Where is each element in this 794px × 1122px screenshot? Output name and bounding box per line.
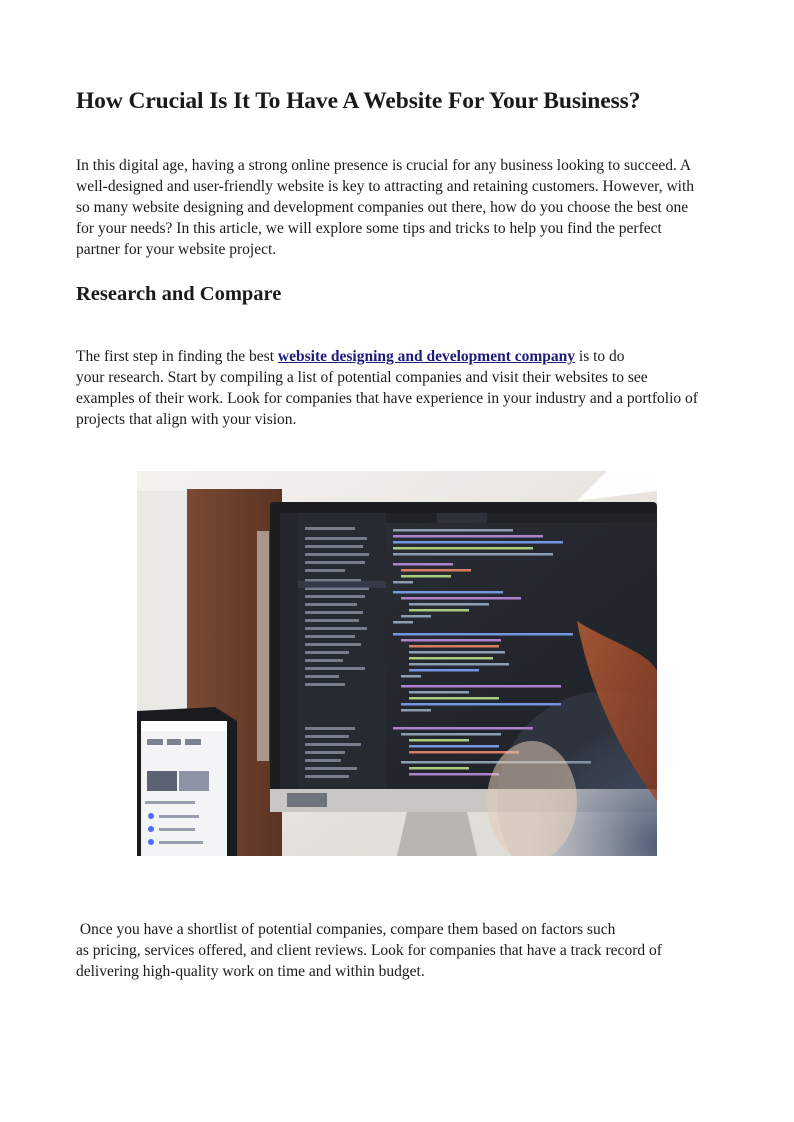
intro-line: In this digital age, having a strong online presence is crucial for any business looking to succeed. A [76, 157, 692, 174]
page-title: How Crucial Is It To Have A Website For Your Business? [76, 88, 641, 114]
compare-line: Once you have a shortlist of potential companies, compare them based on factors such [76, 921, 616, 938]
intro-line: for your needs? In this article, we will explore some tips and tricks to help you find the perfect [76, 220, 662, 237]
research-text: is to do [575, 348, 625, 365]
research-text: The first step in finding the best [76, 348, 278, 365]
article-photo [137, 471, 657, 856]
company-link[interactable]: website designing and development company [277, 348, 576, 365]
intro-paragraph [76, 155, 724, 260]
intro-line: well-designed and user-friendly website is key to attracting and retaining customers. However, with [76, 178, 695, 195]
research-line: your research. Start by compiling a list of potential companies and visit their websites to see [76, 369, 648, 386]
compare-line: as pricing, services offered, and client reviews. Look for companies that have a track record of [76, 942, 662, 959]
research-line: projects that align with your vision. [76, 411, 297, 428]
section-heading: Research and Compare [76, 283, 282, 305]
research-line [76, 346, 724, 367]
intro-line: partner for your website project. [76, 241, 277, 258]
intro-line: so many website designing and development companies out there, how do you choose the best one [76, 199, 689, 216]
research-line: examples of their work. Look for companies that have experience in your industry and a portfolio of [76, 390, 698, 407]
compare-line: delivering high-quality work on time and within budget. [76, 963, 425, 980]
laptop [137, 707, 237, 856]
research-paragraph [76, 346, 724, 430]
compare-paragraph [76, 919, 724, 982]
